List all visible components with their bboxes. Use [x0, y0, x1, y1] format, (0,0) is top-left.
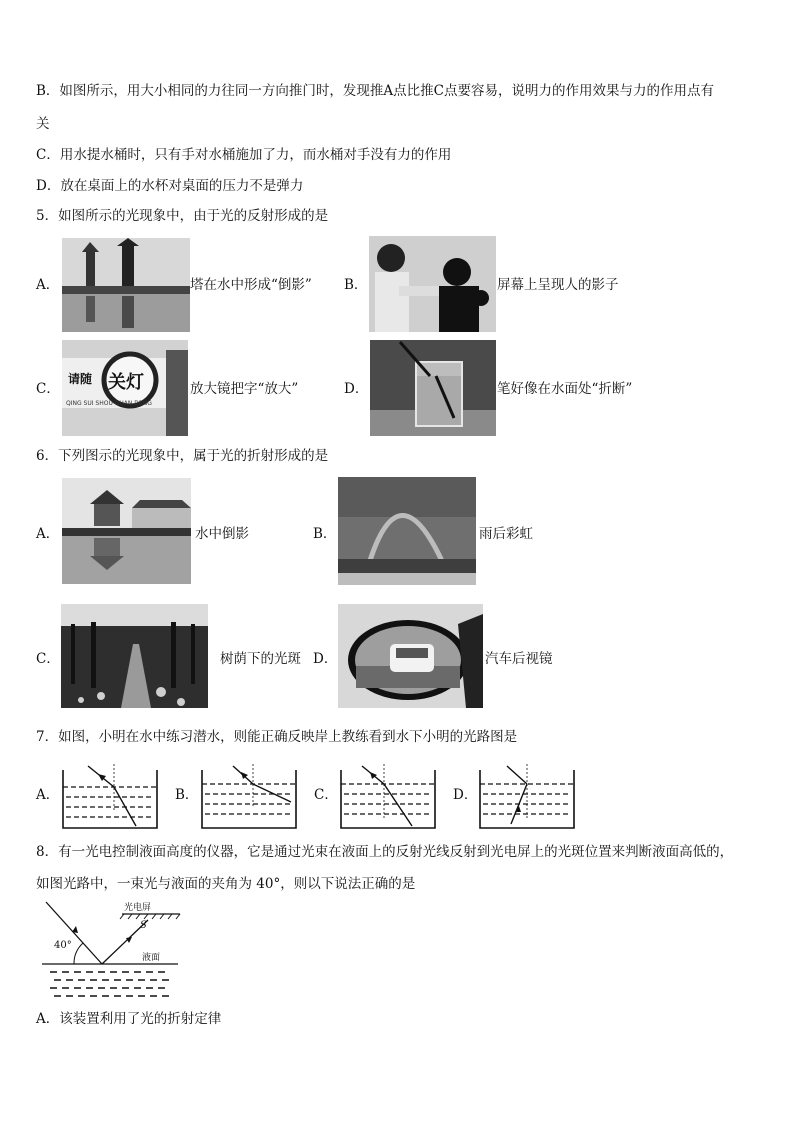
- lens-text: 关灯: [108, 372, 144, 393]
- q5-option-b-caption: 屏幕上呈现人的影子: [497, 277, 619, 293]
- q7-option-c-letter: C．: [314, 787, 338, 803]
- pavilion-reflection-photo: [62, 478, 191, 584]
- q6-option-c-letter: C．: [36, 651, 60, 667]
- tree-shade-photo: [61, 604, 208, 708]
- q7-option-a-letter: A．: [36, 787, 60, 803]
- q8-stem-line2: 如图光路中，一束光与液面的夹角为 40°，则以下说法正确的是: [36, 876, 416, 892]
- bent-pen-photo: [370, 340, 496, 436]
- spot-label: S: [140, 920, 147, 931]
- q5-option-a-caption: 塔在水中形成“倒影”: [190, 277, 312, 293]
- q8-light-path-diagram: [40, 898, 190, 1002]
- pagoda-reflection-photo: [62, 238, 190, 332]
- magnifier-photo: [62, 340, 188, 436]
- q7-option-d-letter: D．: [453, 787, 478, 803]
- q6-option-b-letter: B．: [313, 526, 337, 542]
- q6-option-d-caption: 汽车后视镜: [485, 651, 553, 667]
- shadow-on-screen-photo: [369, 236, 496, 332]
- q5-option-c-letter: C．: [36, 381, 60, 397]
- q7-stem: 7．如图，小明在水中练习潜水，则能正确反映岸上教练看到水下小明的光路图是: [36, 729, 518, 745]
- q4-option-b-line2: 关: [36, 116, 50, 132]
- q6-option-d-letter: D．: [313, 651, 338, 667]
- q6-option-c-caption: 树荫下的光斑: [220, 651, 301, 667]
- q7-diagram-b: [201, 762, 297, 830]
- angle-label: 40°: [54, 940, 72, 951]
- q7-diagram-d: [479, 762, 575, 830]
- q5-option-b-letter: B．: [344, 277, 368, 293]
- q7-option-b-letter: B．: [175, 787, 199, 803]
- q8-stem-line1: 8．有一光电控制液面高度的仪器，它是通过光束在液面上的反射光线反射到光电屏上的光斑位置来判断液面高低的，: [36, 844, 734, 860]
- q4-option-d: D．放在桌面上的水杯对桌面的压力不是弹力: [36, 178, 304, 194]
- sign-text: 请随: [68, 372, 93, 386]
- q7-diagram-c: [340, 762, 436, 830]
- q5-option-a-letter: A．: [36, 277, 60, 293]
- rearview-mirror-photo: [338, 604, 483, 708]
- q8-option-a: A．该装置利用了光的折射定律: [36, 1011, 222, 1027]
- q6-option-a-caption: 水中倒影: [195, 526, 249, 542]
- q6-option-a-letter: A．: [36, 526, 60, 542]
- q6-option-b-caption: 雨后彩虹: [479, 526, 533, 542]
- q7-diagram-a: [62, 762, 158, 830]
- q5-option-d-letter: D．: [344, 381, 369, 397]
- screen-label: 光电屏: [124, 903, 152, 913]
- sign-pinyin: QING SUI SHOU GUAN DENG: [66, 400, 152, 407]
- q5-option-c-caption: 放大镜把字“放大”: [190, 381, 299, 397]
- q5-stem: 5．如图所示的光现象中，由于光的反射形成的是: [36, 208, 329, 224]
- surface-label: 液面: [142, 953, 161, 963]
- q4-option-b-line1: B．如图所示，用大小相同的力往同一方向推门时，发现推A点比推C点要容易，说明力的作用效果与力的作用点有: [36, 83, 714, 99]
- q5-option-d-caption: 笔好像在水面处“折断”: [497, 381, 633, 397]
- q6-stem: 6．下列图示的光现象中，属于光的折射形成的是: [36, 448, 329, 464]
- q4-option-c: C．用水提水桶时，只有手对水桶施加了力，而水桶对手没有力的作用: [36, 147, 452, 163]
- rainbow-photo: [338, 477, 476, 585]
